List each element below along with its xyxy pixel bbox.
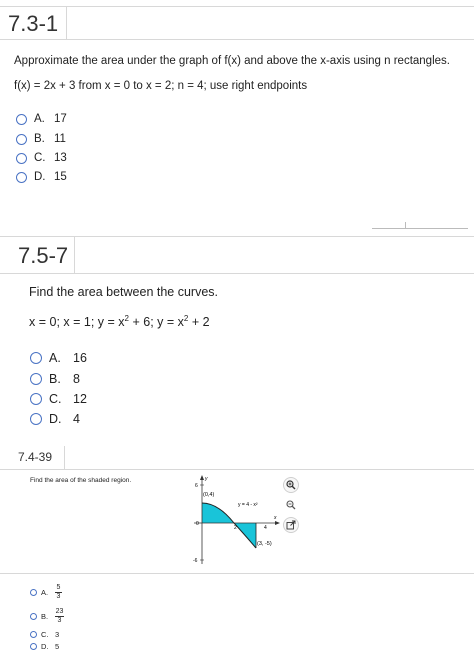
q3-options-divider bbox=[0, 573, 474, 574]
q3-radio-a[interactable] bbox=[30, 589, 37, 596]
q1-option-a[interactable] bbox=[16, 113, 67, 125]
zoom-out-icon bbox=[286, 500, 296, 510]
q2-option-c[interactable] bbox=[30, 392, 87, 406]
q3-option-d-value: 5 bbox=[55, 642, 60, 651]
q3-option-b[interactable] bbox=[30, 608, 64, 625]
zoom-in-button[interactable] bbox=[283, 477, 299, 493]
q2-radio-c[interactable] bbox=[30, 393, 42, 405]
q1-function-line: f(x) = 2x + 3 from x = 0 to x = 2; n = 4; use right endpoints bbox=[14, 80, 308, 92]
popout-button[interactable] bbox=[283, 517, 299, 533]
q3-option-a-fraction bbox=[55, 584, 62, 601]
q3-option-a-letter: A. bbox=[41, 588, 49, 597]
q2-radio-b[interactable] bbox=[30, 373, 42, 385]
scroll-indicator bbox=[372, 228, 468, 229]
q3-prompt: Find the area of the shaded region. bbox=[30, 477, 132, 484]
q3-y-top-tick: 6 bbox=[195, 483, 198, 489]
q1-radio-a[interactable] bbox=[16, 114, 27, 125]
q1-option-c[interactable] bbox=[16, 152, 67, 164]
q3-option-b-num: 23 bbox=[55, 608, 64, 615]
q3-option-c-letter: C. bbox=[41, 630, 49, 639]
q3-number-divider bbox=[64, 446, 65, 469]
q1-option-b[interactable] bbox=[16, 133, 66, 145]
q2-option-d-letter: D. bbox=[49, 412, 62, 426]
q3-option-b-fraction bbox=[55, 608, 64, 625]
q2-header bbox=[0, 236, 474, 274]
q2-option-b-value: 8 bbox=[73, 372, 80, 386]
q3-x-axis-arrow bbox=[275, 521, 280, 525]
q2-prompt: Find the area between the curves. bbox=[29, 285, 219, 299]
q1-option-a-value: 17 bbox=[54, 113, 67, 125]
q3-option-a-den: 3 bbox=[56, 593, 61, 600]
zoom-out-button[interactable] bbox=[283, 497, 299, 513]
q2-number-divider bbox=[74, 237, 75, 273]
q3-option-c-value: 3 bbox=[55, 630, 60, 639]
q1-option-b-letter: B. bbox=[34, 133, 45, 145]
q3-number: 7.4-39 bbox=[18, 450, 53, 464]
q3-x-axis-label: x bbox=[274, 515, 277, 521]
q3-radio-c[interactable] bbox=[30, 631, 37, 638]
q3-radio-d[interactable] bbox=[30, 643, 37, 650]
q1-option-b-value: 11 bbox=[54, 133, 66, 145]
q1-option-c-value: 13 bbox=[54, 152, 67, 164]
q1-option-a-letter: A. bbox=[34, 113, 45, 125]
q3-option-c[interactable] bbox=[30, 630, 59, 639]
q2-option-a-letter: A. bbox=[49, 351, 61, 365]
q1-number-divider bbox=[66, 7, 67, 39]
q2-curves-line bbox=[29, 314, 210, 329]
q2-curves-part3: + 2 bbox=[188, 315, 210, 330]
q3-y-axis-label: y bbox=[205, 476, 208, 482]
q1-header bbox=[0, 6, 474, 40]
q1-radio-d[interactable] bbox=[16, 172, 27, 183]
q2-option-c-letter: C. bbox=[49, 392, 62, 406]
q1-radio-b[interactable] bbox=[16, 134, 27, 145]
q3-point-top: (0,4) bbox=[203, 492, 215, 498]
q1-option-d[interactable] bbox=[16, 171, 67, 183]
q2-number: 7.5-7 bbox=[18, 243, 69, 268]
q3-radio-b[interactable] bbox=[30, 613, 37, 620]
q2-option-c-value: 12 bbox=[73, 392, 87, 406]
zoom-in-icon bbox=[286, 480, 296, 490]
q1-radio-c[interactable] bbox=[16, 153, 27, 164]
q2-option-a[interactable] bbox=[30, 351, 87, 365]
q3-graph bbox=[186, 472, 286, 572]
q3-y-bottom-tick: -6 bbox=[193, 558, 198, 564]
q3-option-b-letter: B. bbox=[41, 612, 49, 621]
q3-shaded-region bbox=[202, 503, 234, 523]
q2-radio-a[interactable] bbox=[30, 352, 42, 364]
q3-y-axis-arrow bbox=[200, 475, 204, 480]
q2-option-d-value: 4 bbox=[73, 412, 80, 426]
q2-curves-sup2: 2 bbox=[183, 314, 189, 323]
q3-header bbox=[0, 446, 474, 470]
q2-option-d[interactable] bbox=[30, 412, 80, 426]
q2-curves-part2: + 6; y = x bbox=[129, 315, 184, 330]
q3-x-tick-4: 4 bbox=[264, 525, 267, 531]
q1-number: 7.3-1 bbox=[8, 11, 59, 36]
q2-option-b[interactable] bbox=[30, 372, 80, 386]
popout-icon bbox=[286, 520, 296, 530]
q1-prompt: Approximate the area under the graph of f(x) and above the x-axis using n rectangles. bbox=[14, 55, 450, 67]
q3-option-b-den: 3 bbox=[57, 617, 62, 624]
q2-curves-sup1: 2 bbox=[124, 314, 129, 323]
q3-option-d[interactable] bbox=[30, 642, 59, 651]
q3-origin-label: 0 bbox=[196, 521, 199, 527]
q3-option-d-letter: D. bbox=[41, 642, 49, 651]
q2-option-a-value: 16 bbox=[73, 351, 87, 365]
q2-option-b-letter: B. bbox=[49, 372, 61, 386]
q2-radio-d[interactable] bbox=[30, 413, 42, 425]
q1-option-d-letter: D. bbox=[34, 171, 46, 183]
q3-x-tick-2: 2 bbox=[234, 525, 237, 531]
q3-option-a-num: 5 bbox=[56, 584, 61, 591]
q3-option-a[interactable] bbox=[30, 584, 62, 601]
q1-option-d-value: 15 bbox=[54, 171, 67, 183]
q3-curve-label: y = 4 - x² bbox=[238, 502, 258, 508]
q1-option-c-letter: C. bbox=[34, 152, 46, 164]
q3-point-bottom: (3, -5) bbox=[257, 541, 272, 547]
scroll-indicator-tick bbox=[405, 222, 406, 229]
q2-curves-part1: x = 0; x = 1; y = x bbox=[29, 315, 125, 330]
